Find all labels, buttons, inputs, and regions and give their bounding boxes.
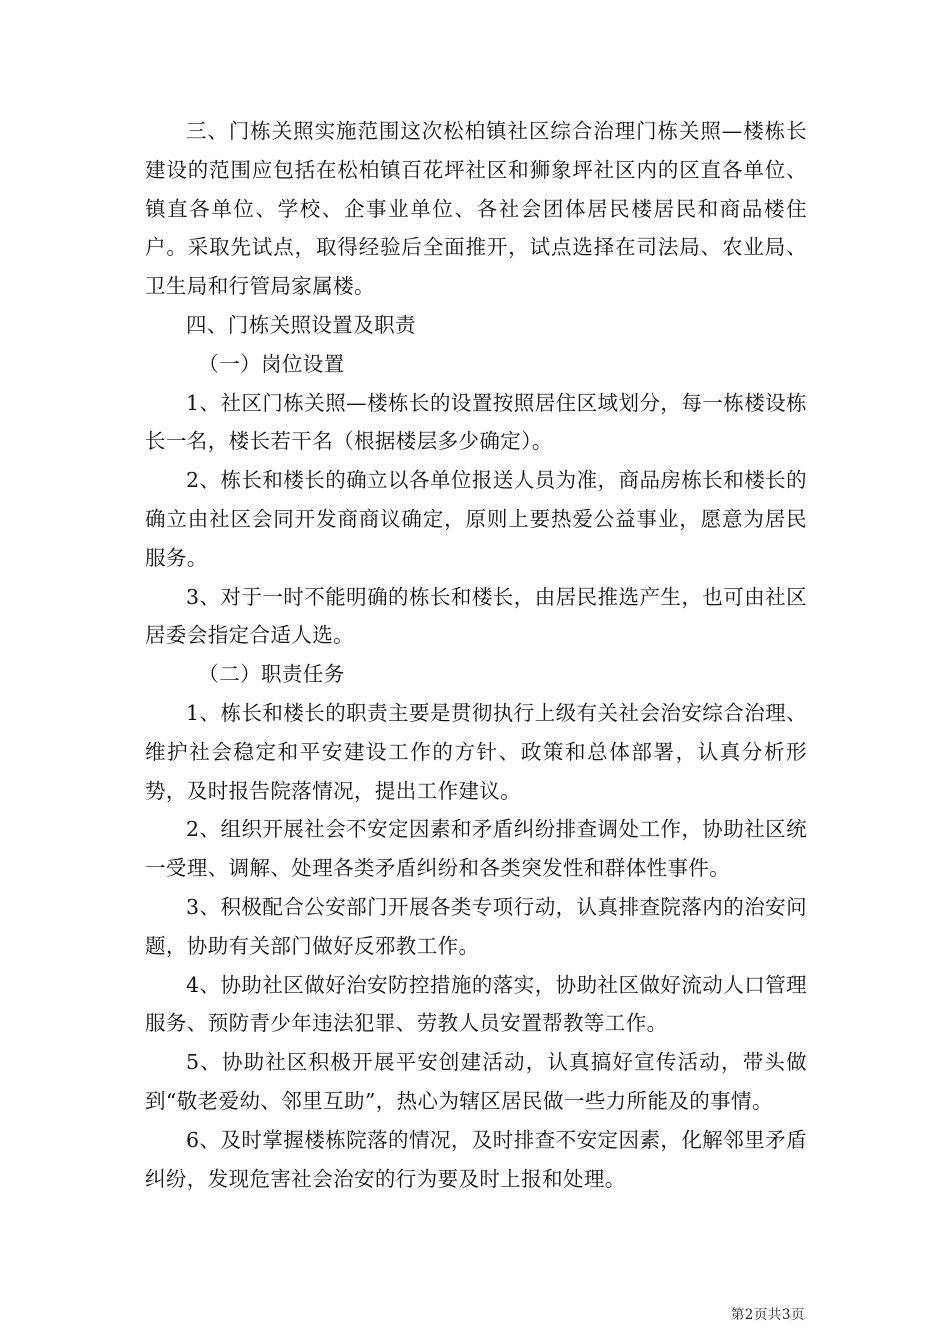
paragraph-task-1: 1、栋长和楼长的职责主要是贯彻执行上级有关社会治安综合治理、维护社会稳定和平安建设工作的方针、政策和总体部署，认真分析形势，及时报告院落情况，提出工作建议。 [145,700,807,803]
section-heading-duties: 四、门栋关照设置及职责 [186,312,416,337]
page-number: 第2页共3页 [730,1307,805,1323]
paragraph-task-4: 4、协助社区做好治安防控措施的落实，协助社区做好流动人口管理服务、预防青少年违法犯罪、劳教人员安置帮教等工作。 [145,972,807,1036]
subheading-tasks: （二）职责任务 [198,662,345,687]
subheading-positions: （一）岗位设置 [198,351,345,376]
paragraph-position-3: 3、对于一时不能明确的栋长和楼长，由居民推选产生，也可由社区居委会指定合适人选。 [145,584,807,648]
paragraph-task-6: 6、及时掌握楼栋院落的情况，及时排查不安定因素，化解邻里矛盾纠纷，发现危害社会治安的行为要及时上报和处理。 [145,1127,807,1191]
paragraph-position-1: 1、社区门栋关照—楼栋长的设置按照居住区域划分，每一栋楼设栋长一名，楼长若干名（根据楼层多少确定）。 [145,390,807,454]
paragraph-task-3: 3、积极配合公安部门开展各类专项行动，认真排查院落内的治安问题，协助有关部门做好反邪教工作。 [145,894,807,958]
paragraph-position-2: 2、栋长和楼长的确立以各单位报送人员为准，商品房栋长和楼长的确立由社区会同开发商商议确定，原则上要热爱公益事业，愿意为居民服务。 [145,468,807,570]
paragraph-task-2: 2、组织开展社会不安定因素和矛盾纠纷排查调处工作，协助社区统一受理、调解、处理各类矛盾纠纷和各类突发性和群体性事件。 [145,817,807,881]
document-body [145,112,807,1198]
paragraph-scope: 三、门栋关照实施范围这次松柏镇社区综合治理门栋关照—楼栋长建设的范围应包括在松柏镇百花坪社区和狮象坪社区内的区直各单位、镇直各单位、学校、企事业单位、各社会团体居民楼居民和商品楼住户。采取先试点，取得经验后全面推开，试点选择在司法局、农业局、卫生局和行管局家属楼。 [145,119,807,299]
paragraph-task-5: 5、协助社区积极开展平安创建活动，认真搞好宣传活动，带头做到“敬老爱幼、邻里互助”，热心为辖区居民做一些力所能及的事情。 [145,1050,807,1113]
